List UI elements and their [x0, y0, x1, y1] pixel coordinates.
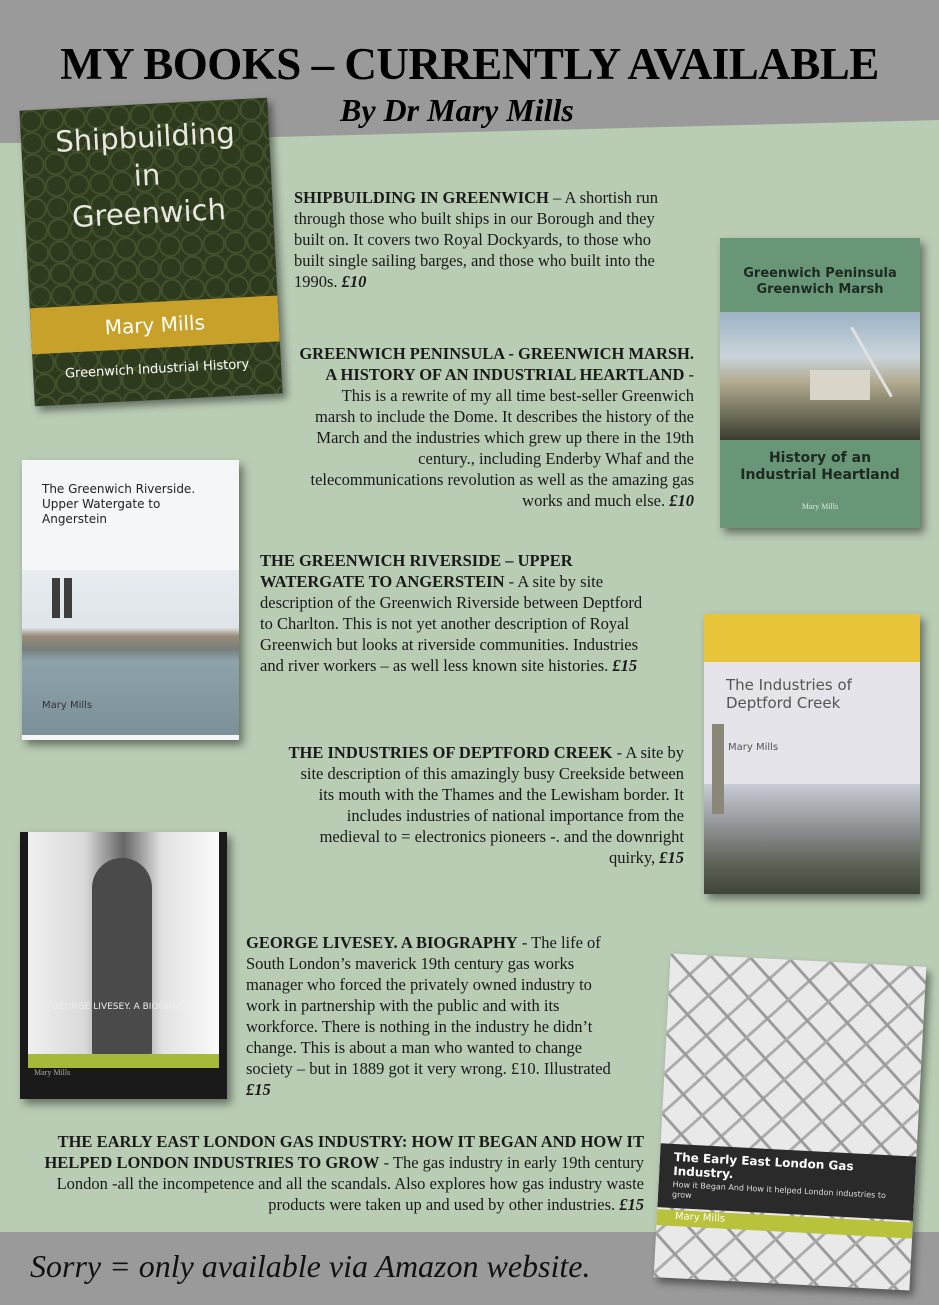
book-body: - A site by site description of this amazingly busy Creekside between its mouth with the Thames and the Lewisham border. It includes industries of national importance from the medieval to = electronics pioneers -. and the downright quirky,	[300, 743, 684, 867]
book-price: £15	[612, 656, 638, 675]
cover-subtitle: History of an Industrial Heartland	[740, 450, 900, 483]
cover-photo	[704, 784, 920, 894]
cover-author: Mary Mills	[42, 700, 93, 711]
cover-title: The Industries of Deptford Creek	[726, 676, 852, 712]
cover-author: Mary Mills	[801, 502, 839, 511]
book-price: £15	[246, 1080, 271, 1099]
cover-series: Greenwich Industrial History	[64, 357, 250, 382]
book-heading: THE INDUSTRIES OF DEPTFORD CREEK	[288, 743, 613, 762]
book-heading: THE GREENWICH RIVERSIDE – UPPER WATERGATE TO ANGERSTEIN	[260, 551, 573, 591]
page-title: MY BOOKS – CURRENTLY AVAILABLE	[60, 39, 879, 89]
book-cover-gas-industry	[654, 954, 927, 1291]
book-heading: THE EARLY EAST LONDON GAS INDUSTRY: HOW IT BEGAN AND HOW IT HELPED LONDON INDUSTRIES TO GROW	[44, 1132, 644, 1172]
cover-title: GEORGE LIVESEY. A BIOGRAPHY	[51, 1002, 196, 1012]
cover-title: The Early East London Gas Industry.	[672, 1149, 854, 1182]
book-heading: GREENWICH PENINSULA - GREENWICH MARSH. A HISTORY OF AN INDUSTRIAL HEARTLAND	[299, 344, 694, 384]
cover-top-band	[704, 614, 920, 662]
book-cover-greenwich-riverside	[22, 460, 239, 740]
book-price: £10	[669, 491, 694, 510]
cover-subtitle: How it Began And How it helped London industries to grow	[671, 1179, 887, 1201]
cover-author: Mary Mills	[674, 1211, 726, 1225]
cover-photo	[720, 312, 920, 440]
page-subtitle: By Dr Mary Mills	[340, 92, 574, 128]
book-cover-shipbuilding	[19, 98, 282, 407]
cover-chimney	[52, 578, 60, 618]
book-body: - A site by site description of the Greenwich Riverside between Deptford to Charlton. This is not yet another description of Royal Greenwich but looks at riverside communities. Industries and river workers – as well less known site histories.	[260, 572, 643, 675]
book-body: - The gas industry in early 19th century London -all the incompetence and all the scandals. Also explores how gas industry waste products were taken up and used by other industries.	[56, 1153, 644, 1214]
cover-chimney	[64, 578, 72, 618]
book-description-greenwich-peninsula	[298, 343, 694, 511]
book-description-greenwich-riverside	[260, 550, 658, 676]
cover-author: Mary Mills	[34, 1068, 71, 1077]
cover-chimney	[712, 724, 724, 814]
book-price: £10	[341, 272, 367, 291]
book-description-gas-industry	[40, 1131, 644, 1215]
book-description-deptford-creek	[284, 742, 684, 868]
cover-title: Shipbuilding in Greenwich	[54, 115, 236, 235]
book-description-george-livesey	[246, 932, 624, 1100]
book-body: - This is a rewrite of my all time best-seller Greenwich marsh to include the Dome. It describes the history of the March and the industries which grew up there in the 19th century., including Enderby Whaf and the telecommunications revolution as well as the amazing gas works and much else.	[310, 365, 694, 510]
cover-title: Greenwich Peninsula Greenwich Marsh	[743, 266, 897, 297]
cover-title: The Greenwich Riverside. Upper Watergate to Angerstein	[42, 482, 196, 526]
book-cover-greenwich-peninsula	[720, 238, 920, 528]
book-body: – A shortish run through those who built ships in our Borough and they built on. It covers two Royal Dockyards, to those who built single sailing barges, and those who built into the 1990s.	[294, 188, 658, 291]
book-price: £15	[619, 1195, 644, 1214]
cover-author-bar: Mary Mills	[30, 295, 280, 354]
book-description-shipbuilding	[294, 187, 674, 292]
book-price: £15	[659, 848, 684, 867]
book-body: - The life of South London’s maverick 19th century gas works manager who forced the privately owned industry to work in partnership with the public and with its workforce. There is nothing in the industry he didn’t change. This is about a man who wanted to change society – but in 1889 got it very wrong. £10. Illustrated	[246, 933, 611, 1078]
cover-author-bar	[28, 1054, 219, 1068]
book-heading: GEORGE LIVESEY. A BIOGRAPHY	[246, 933, 518, 952]
book-heading: SHIPBUILDING IN GREENWICH	[294, 188, 549, 207]
book-cover-george-livesey	[20, 832, 227, 1099]
book-cover-deptford-creek	[704, 614, 920, 894]
statue-figure	[92, 858, 152, 1058]
cover-author: Mary Mills	[728, 742, 779, 753]
footer-note: Sorry = only available via Amazon website.	[30, 1248, 591, 1284]
